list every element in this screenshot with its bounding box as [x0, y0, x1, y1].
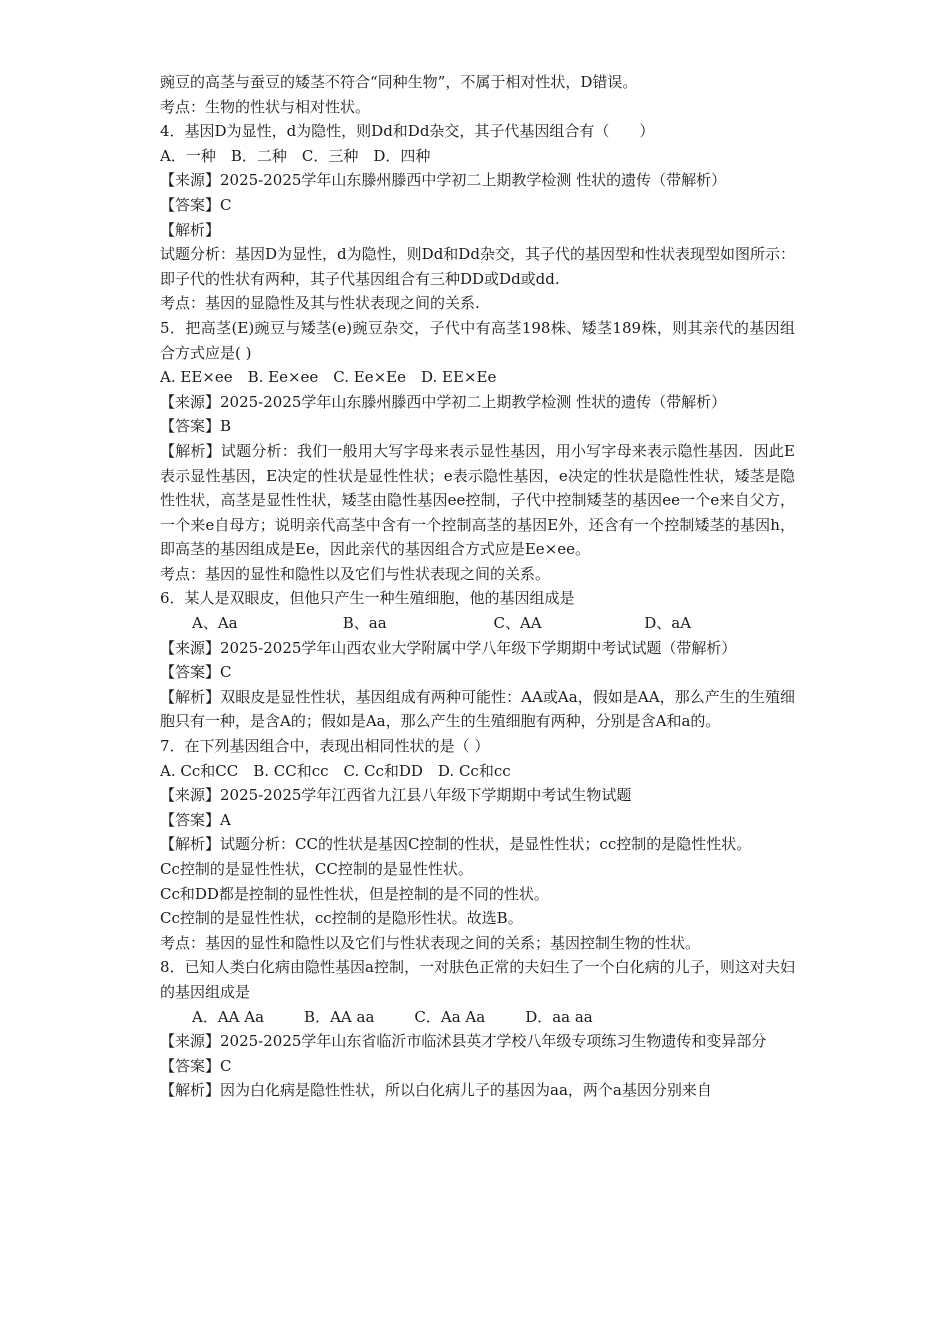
text-line: 考点：基因的显性和隐性以及它们与性状表现之间的关系。 — [160, 564, 551, 583]
source-line: 【来源】2025-2025学年山东滕州滕西中学初二上期教学检测 性状的遗传（带解析） — [160, 392, 727, 411]
option-b: B．AA aa — [304, 1007, 375, 1026]
question-8: 8．已知人类白化病由隐性基因a控制，一对肤色正常的夫妇生了一个白化病的儿子，则这对夫妇的基因组成是 — [160, 958, 795, 1001]
text-line: 考点：基因的显性和隐性以及它们与性状表现之间的关系；基因控制生物的性状。 — [160, 933, 701, 952]
source-line: 【来源】2025-2025学年山东省临沂市临沭县英才学校八年级专项练习生物遗传和变异部分 — [160, 1032, 767, 1051]
analysis-paragraph: 【解析】试题分析：我们一般用大写字母来表示显性基因，用小写字母来表示隐性基因．因此E表示显性基因，E决定的性状是显性性状；e表示隐性基因，e决定的性状是隐性性状，矮茎是隐性性状，高茎是显性性状，矮茎由隐性基因ee控制，子代中控制矮茎的基因ee一个e来自父方，一个来e自母方；说明亲代高茎中含有一个控制高茎的基因E外，还含有一个控制矮茎的基因h，即高茎的基因组成是Ee，因此亲代的基因组合方式应是Ee×ee。 — [160, 441, 795, 559]
source-line: 【来源】2025-2025学年山西农业大学附属中学八年级下学期期中考试试题（带解析） — [160, 638, 737, 657]
option-b: B、aa — [342, 614, 387, 633]
analysis-paragraph: 【解析】双眼皮是显性性状，基因组成有两种可能性：AA或Aa，假如是AA，那么产生的生殖细胞只有一种，是含A的；假如是Aa，那么产生的生殖细胞有两种，分别是含A和a的。 — [160, 687, 795, 731]
option-d: D．aa aa — [525, 1007, 593, 1026]
question-6: 6．某人是双眼皮，但他只产生一种生殖细胞，他的基因组成是 — [160, 589, 575, 608]
analysis-paragraph: 试题分析：基因D为显性，d为隐性，则Dd和Dd杂交，其子代的基因型和性状表现型如图所示：即子代的性状有两种，其子代基因组合有三种DD或Dd或dd. — [160, 245, 795, 288]
question-5: 5．把高茎(E)豌豆与矮茎(e)豌豆杂交，子代中有高茎198株、矮茎189株，则其亲代的基因组合方式应是( ) — [160, 318, 795, 362]
text-line: Cc控制的是显性性状，cc控制的是隐形性状。故选B。 — [160, 909, 523, 928]
source-line: 【来源】2025-2025学年江西省九江县八年级下学期期中考试生物试题 — [160, 786, 632, 805]
question-7-options: A. Cc和CC B. CC和cc C. Cc和DD D. Cc和cc — [160, 761, 511, 780]
answer-line: 【答案】C — [160, 195, 232, 214]
option-c: C、AA — [493, 614, 542, 633]
answer-line: 【答案】B — [160, 417, 232, 436]
option-d: D、aA — [644, 614, 692, 633]
option-a: A、Aa — [192, 614, 238, 633]
option-c: C．Aa Aa — [414, 1007, 486, 1026]
source-line: 【来源】2025-2025学年山东滕州滕西中学初二上期教学检测 性状的遗传（带解析） — [160, 171, 727, 190]
answer-line: 【答案】C — [160, 1056, 232, 1075]
answer-line: 【答案】C — [160, 663, 232, 682]
question-4: 4．基因D为显性，d为隐性，则Dd和Dd杂交，其子代基因组合有（ ） — [160, 122, 655, 141]
question-6-options — [160, 611, 795, 636]
text-line: Cc控制的是显性性状，CC控制的是显性性状。 — [160, 860, 473, 878]
analysis-heading: 【解析】 — [160, 220, 221, 239]
question-4-options: A．一种 B．二种 C．三种 D．四种 — [160, 146, 431, 165]
analysis-paragraph: 【解析】试题分析：CC的性状是基因C控制的性状，是显性性状；cc控制的是隐性性状。 — [160, 835, 752, 854]
question-8-options — [160, 1005, 795, 1030]
option-a: A．AA Aa — [192, 1007, 265, 1026]
document-page — [160, 70, 795, 1103]
answer-line: 【答案】A — [160, 810, 231, 829]
text-line: 考点：生物的性状与相对性状。 — [160, 97, 371, 116]
analysis-paragraph: 【解析】因为白化病是隐性性状，所以白化病儿子的基因为aa，两个a基因分别来自 — [160, 1081, 712, 1100]
text-line: 考点：基因的显隐性及其与性状表现之间的关系. — [160, 294, 480, 313]
question-7: 7．在下列基因组合中，表现出相同性状的是（ ） — [160, 737, 490, 756]
text-line: Cc和DD都是控制的显性性状，但是控制的是不同的性状。 — [160, 884, 549, 903]
text-line: 豌豆的高茎与蚕豆的矮茎不符合“同种生物”，不属于相对性状，D错误。 — [160, 73, 638, 91]
question-5-options: A. EE×ee B. Ee×ee C. Ee×Ee D. EE×Ee — [160, 368, 497, 387]
